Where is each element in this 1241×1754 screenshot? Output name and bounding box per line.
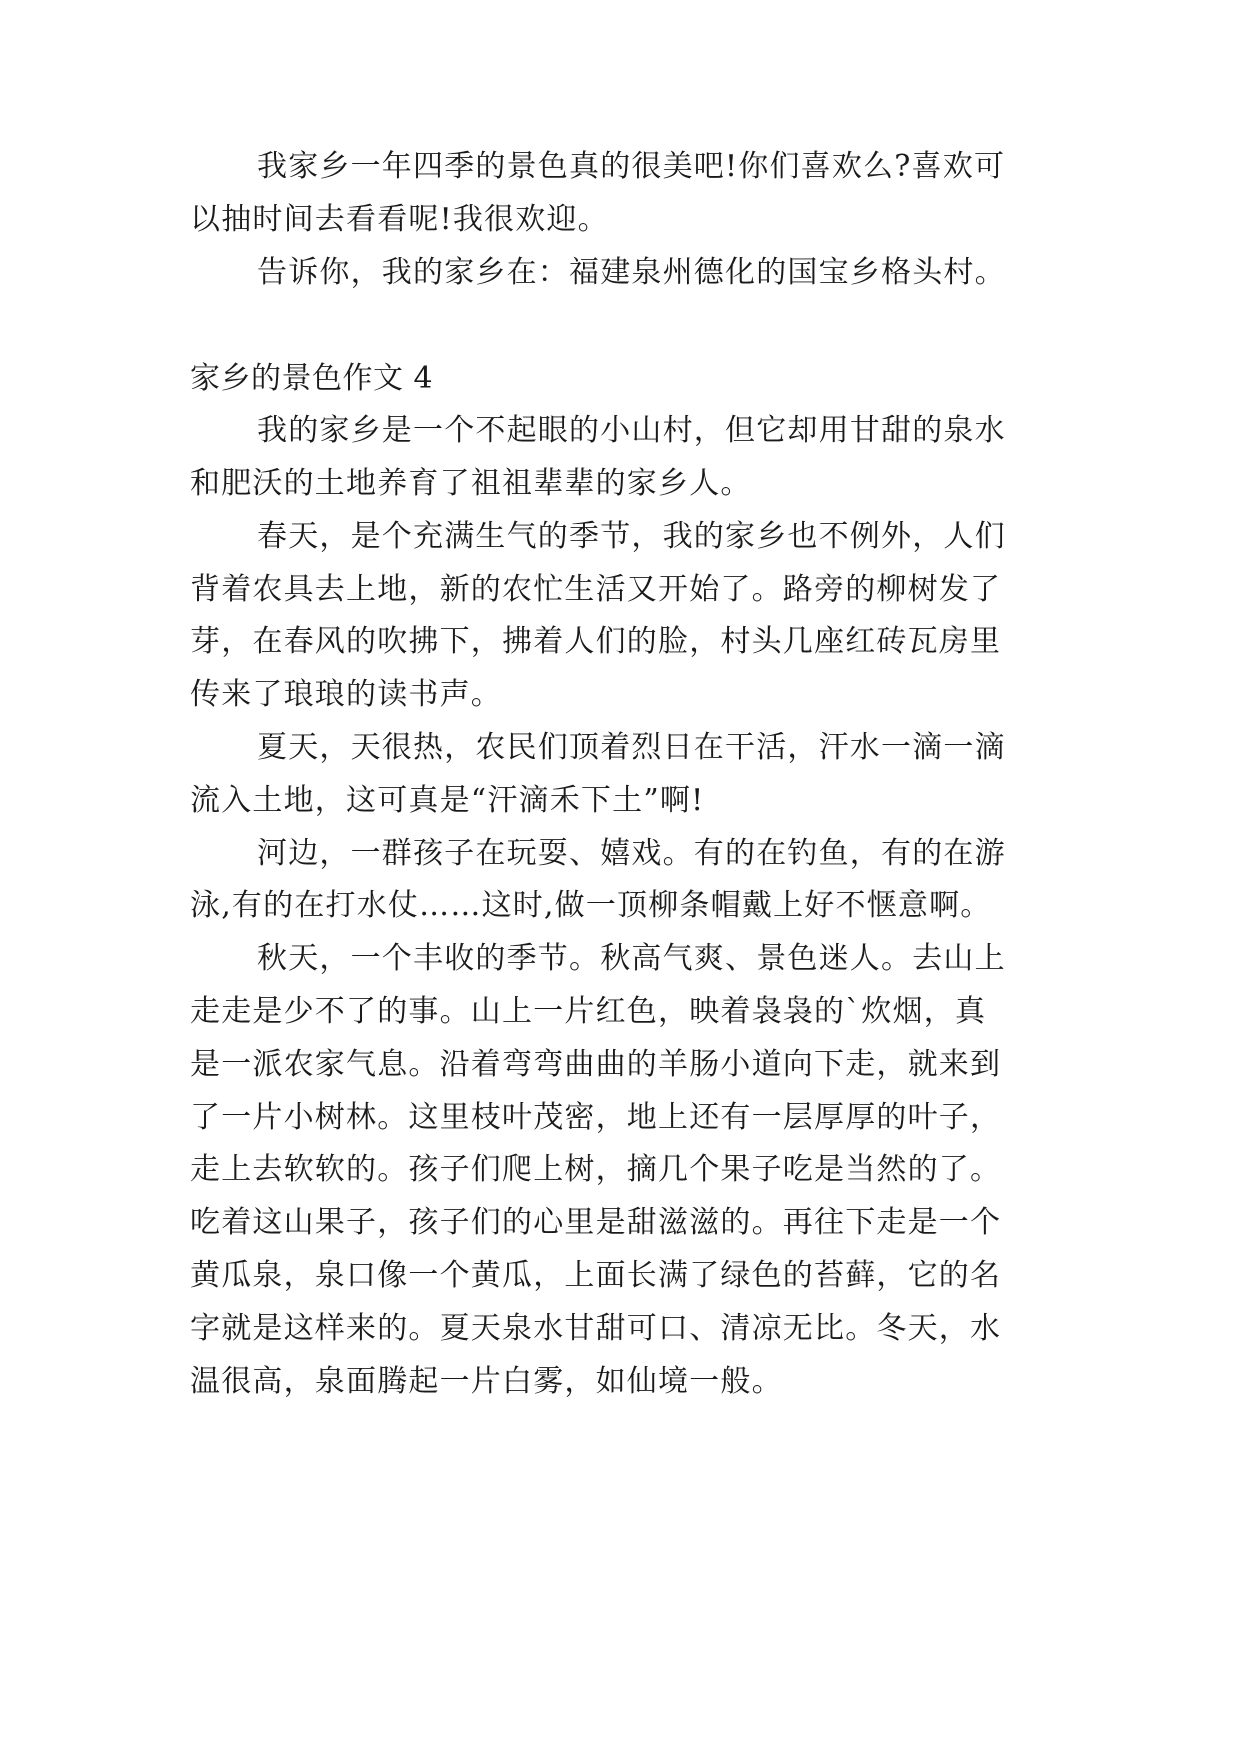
paragraph-line: 芽，在春风的吹拂下，拂着人们的脸，村头几座红砖瓦房里 bbox=[190, 624, 1002, 659]
paragraph-line: 流入土地，这可真是“汗滴禾下土”啊! bbox=[190, 783, 705, 818]
paragraph-line: 是一派农家气息。沿着弯弯曲曲的羊肠小道向下走，就来到 bbox=[190, 1047, 1002, 1082]
paragraph-line: 了一片小树林。这里枝叶茂密，地上还有一层厚厚的叶子， bbox=[190, 1100, 1002, 1135]
paragraph-line: 传来了琅琅的读书声。 bbox=[190, 677, 502, 712]
paragraph-line: 和肥沃的土地养育了祖祖辈辈的家乡人。 bbox=[190, 466, 752, 501]
section-title: 家乡的景色作文 4 bbox=[190, 361, 434, 396]
paragraph-line: 河边，一群孩子在玩耍、嬉戏。有的在钓鱼，有的在游 bbox=[257, 836, 1006, 871]
paragraph-line: 我的家乡是一个不起眼的小山村，但它却用甘甜的泉水 bbox=[257, 413, 1006, 448]
paragraph-line: 泳,有的在打水仗……这时,做一顶柳条帽戴上好不惬意啊。 bbox=[190, 888, 992, 923]
paragraph-line: 吃着这山果子，孩子们的心里是甜滋滋的。再往下走是一个 bbox=[190, 1205, 1002, 1240]
paragraph-line: 黄瓜泉，泉口像一个黄瓜，上面长满了绿色的苔藓，它的名 bbox=[190, 1258, 1002, 1293]
paragraph-line: 走上去软软的。孩子们爬上树，摘几个果子吃是当然的了。 bbox=[190, 1152, 1002, 1187]
paragraph-line: 背着农具去上地，新的农忙生活又开始了。路旁的柳树发了 bbox=[190, 572, 1002, 607]
paragraph-line: 温很高，泉面腾起一片白雾，如仙境一般。 bbox=[190, 1364, 783, 1399]
paragraph-line: 以抽时间去看看呢!我很欢迎。 bbox=[190, 202, 609, 237]
paragraph-line: 我家乡一年四季的景色真的很美吧!你们喜欢么?喜欢可 bbox=[257, 149, 1006, 184]
paragraph-line: 字就是这样来的。夏天泉水甘甜可口、清凉无比。冬天，水 bbox=[190, 1311, 1002, 1346]
paragraph-line: 告诉你，我的家乡在：福建泉州德化的国宝乡格头村。 bbox=[257, 255, 1006, 290]
paragraph-line: 秋天，一个丰收的季节。秋高气爽、景色迷人。去山上 bbox=[257, 941, 1006, 976]
paragraph-line: 走走是少不了的事。山上一片红色，映着袅袅的`炊烟，真 bbox=[190, 994, 987, 1029]
paragraph-line: 春天，是个充满生气的季节，我的家乡也不例外，人们 bbox=[257, 519, 1006, 554]
paragraph-line: 夏天，天很热，农民们顶着烈日在干活，汗水一滴一滴 bbox=[257, 730, 1006, 765]
